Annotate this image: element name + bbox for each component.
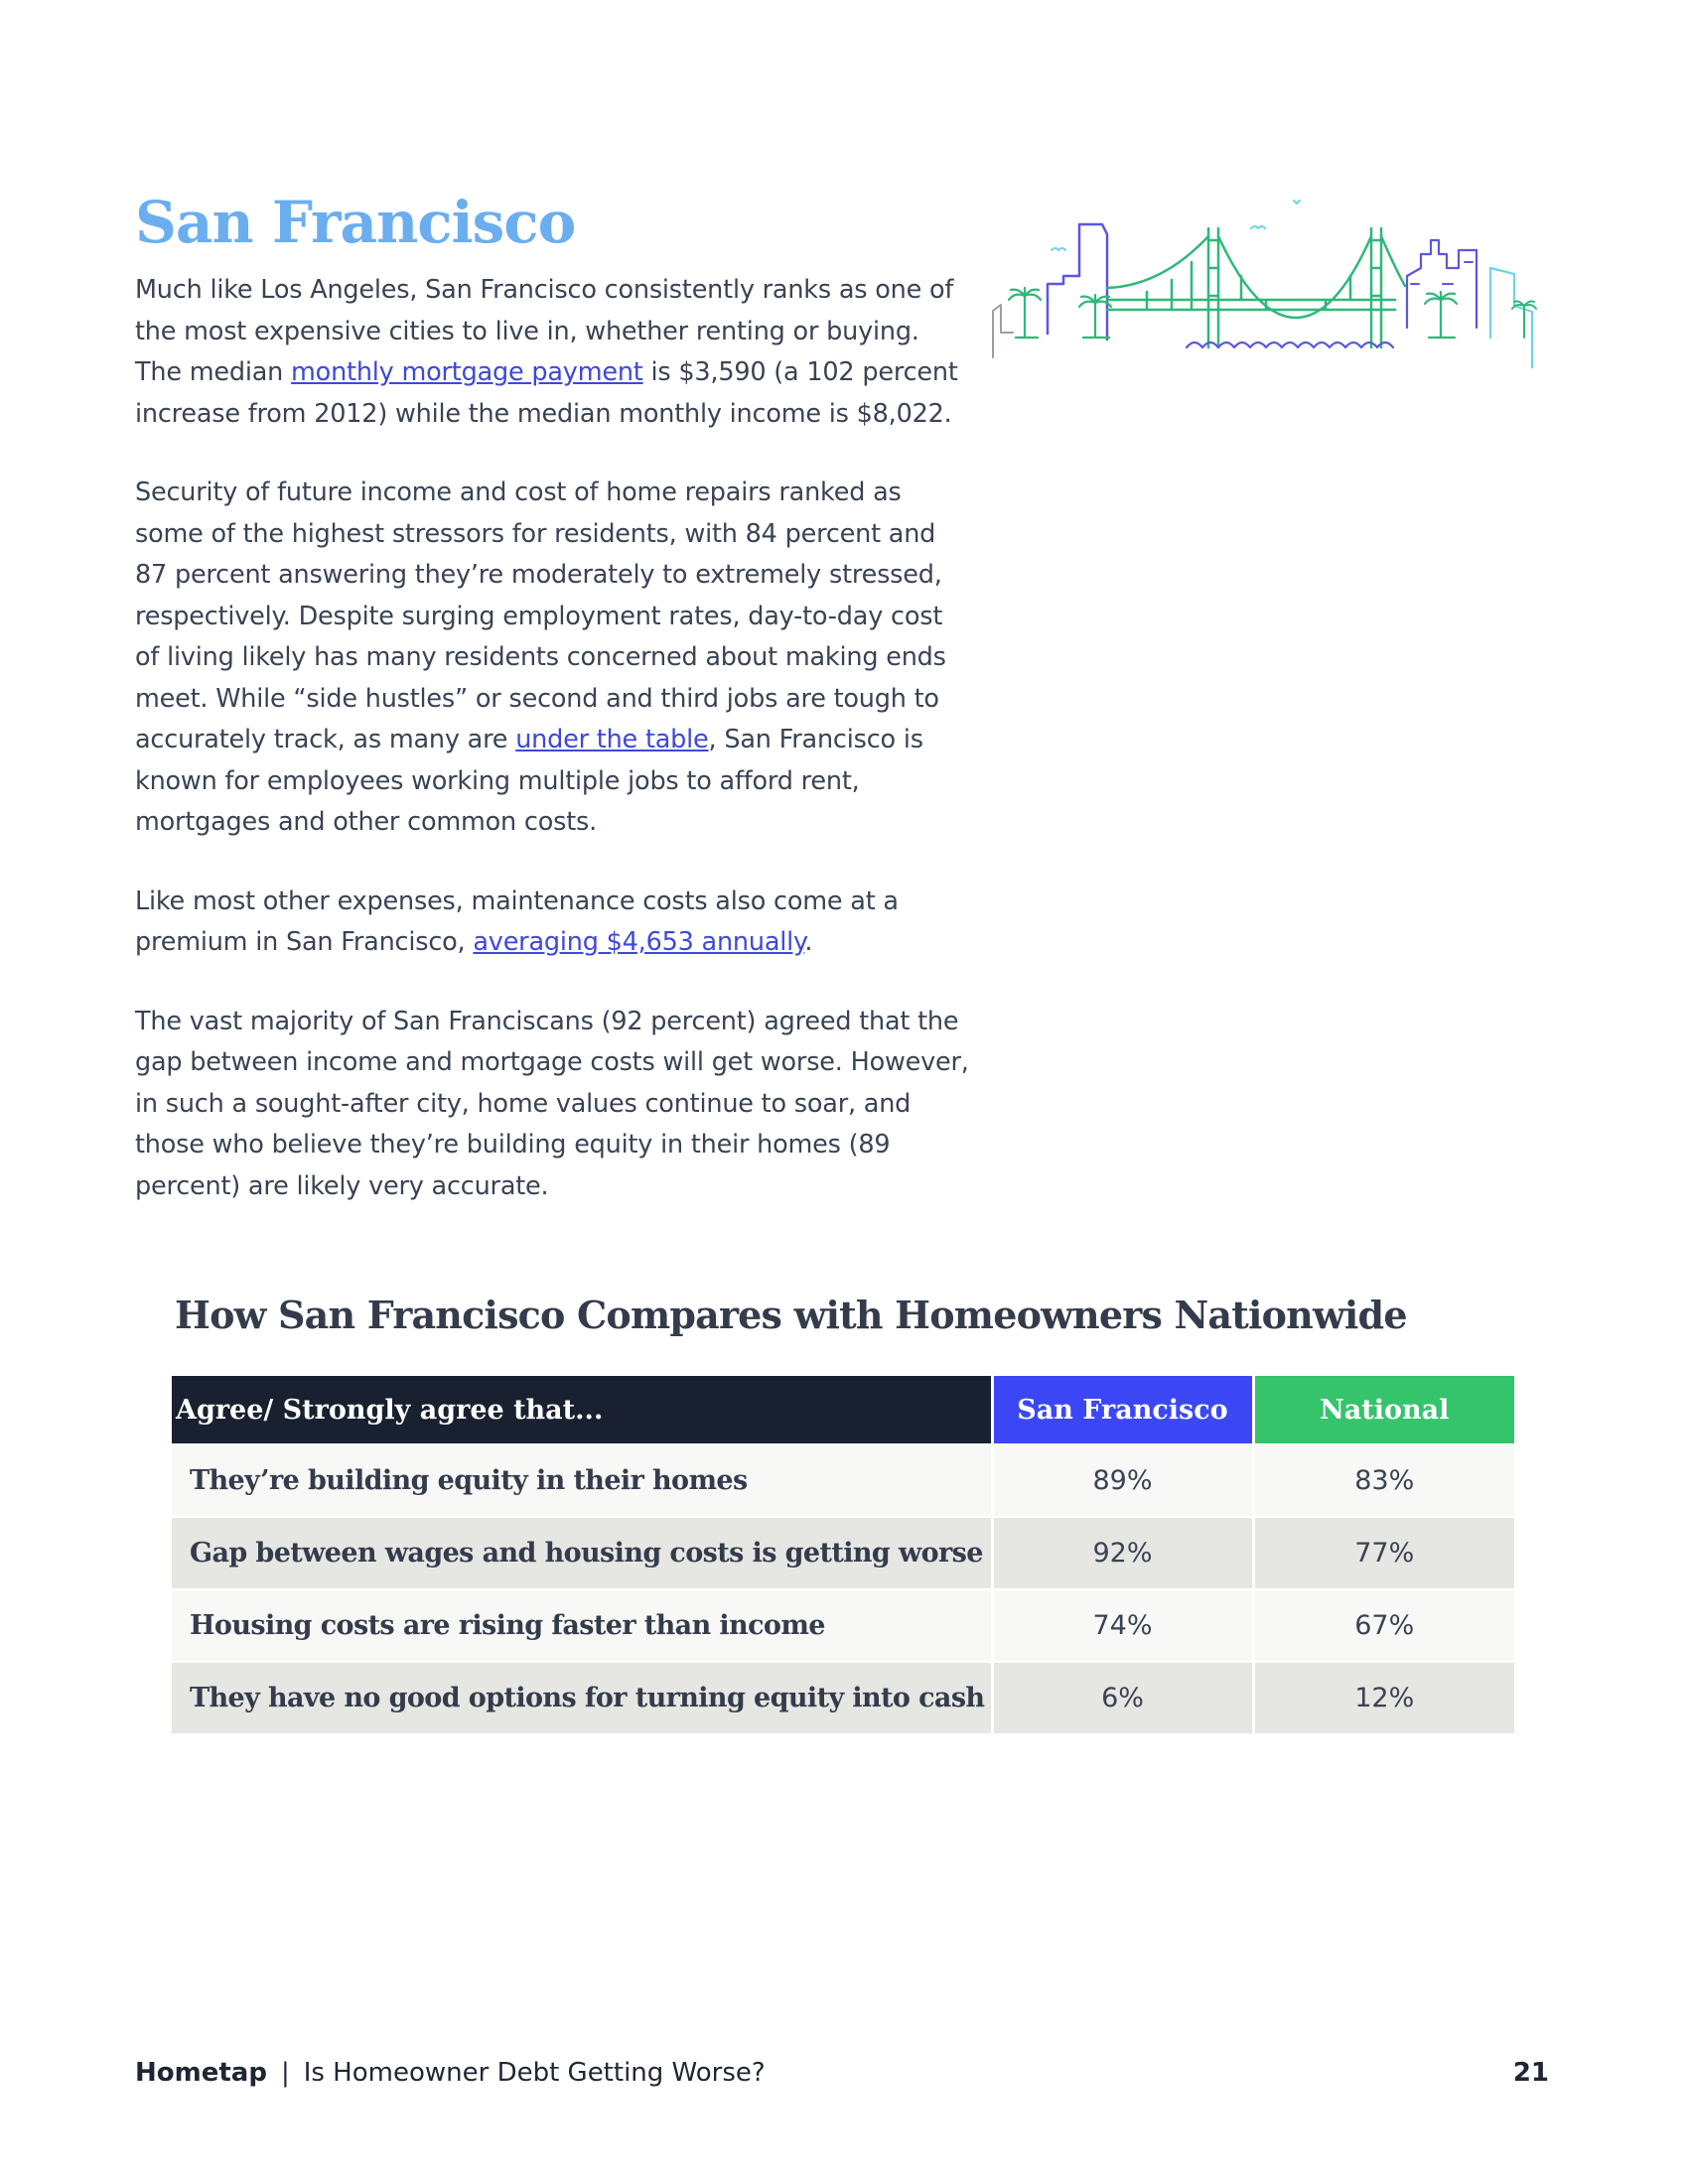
header-statement: Agree/ Strongly agree that...: [172, 1376, 992, 1444]
row-statement: They have no good options for turning equity into cash: [172, 1662, 992, 1733]
header-national: National: [1253, 1376, 1514, 1444]
row-national-value: 83%: [1253, 1444, 1514, 1517]
bird-icon: [1052, 248, 1065, 250]
row-statement: Housing costs are rising faster than income: [172, 1589, 992, 1662]
row-statement: Gap between wages and housing costs is getting worse: [172, 1517, 992, 1589]
table-row: [172, 1444, 1514, 1517]
building-left-blue: [1048, 224, 1107, 340]
paragraph-equity: The vast majority of San Franciscans (92 percent) agreed that the gap between income and mortgage costs will get worse. However, in such a sought-after city, home values continue to soar, and those who believe they’re building equity in their homes (89 percent) are likely very accurate.: [135, 1006, 969, 1201]
footer-separator: |: [280, 2058, 290, 2088]
building-right-cyan: [1490, 268, 1532, 367]
paragraph-stressors: Security of future income and cost of home repairs ranked as some of the highest stressors for residents, with 84 percent and 87 percent answering they’re moderately to extremely stressed, respectively. Despite surging employment rates, day-to-day cost of living likely has many residents concerned about making ends meet. While “side hustles” or second and third jobs are tough to accurately track, as many are under the table, San Francisco is known for employees working multiple jobs to afford rent, mortgages and other common costs.: [135, 478, 946, 837]
row-national-value: 12%: [1253, 1662, 1514, 1733]
row-sf-value: 92%: [992, 1517, 1253, 1589]
bird-icon: [1294, 201, 1300, 204]
paragraph-mortgage: Much like Los Angeles, San Francisco consistently ranks as one of the most expensive cities to live in, whether renting or buying. The median monthly mortgage payment is $3,590 (a 102 percent increase from 2012) while the median monthly income is $8,022.: [135, 275, 958, 429]
comparison-table: [172, 1376, 1514, 1733]
page-number: 21: [1512, 2058, 1549, 2088]
footer-brand: Hometap: [135, 2058, 267, 2088]
article-body: [135, 270, 969, 1245]
golden-gate-bridge: [1107, 228, 1405, 347]
row-national-value: 67%: [1253, 1589, 1514, 1662]
san-francisco-skyline-illustration: [988, 189, 1564, 387]
bird-icon: [1251, 226, 1265, 228]
building-left-gray: [993, 305, 1013, 357]
table-row: [172, 1662, 1514, 1733]
page-title: San Francisco: [135, 189, 576, 256]
paragraph-maintenance: Like most other expenses, maintenance costs also come at a premium in San Francisco, averaging $4,653 annually.: [135, 886, 899, 957]
page-footer: [135, 2053, 1549, 2093]
row-sf-value: 74%: [992, 1589, 1253, 1662]
table-title: How San Francisco Compares with Homeowners Nationwide: [175, 1293, 1407, 1337]
link-monthly-mortgage-payment[interactable]: monthly mortgage payment: [291, 357, 643, 387]
table-row: [172, 1589, 1514, 1662]
footer-doc-title: Is Homeowner Debt Getting Worse?: [303, 2058, 766, 2088]
link-averaging-annually[interactable]: averaging $4,653 annually: [473, 927, 805, 957]
row-sf-value: 89%: [992, 1444, 1253, 1517]
table-header-row: [172, 1376, 1514, 1444]
table-row: [172, 1517, 1514, 1589]
link-under-the-table[interactable]: under the table: [515, 725, 709, 754]
row-national-value: 77%: [1253, 1517, 1514, 1589]
row-statement: They’re building equity in their homes: [172, 1444, 992, 1517]
palm-tree-icon: [1009, 288, 1041, 338]
header-san-francisco: San Francisco: [992, 1376, 1253, 1444]
palm-tree-icon: [1425, 292, 1457, 338]
row-sf-value: 6%: [992, 1662, 1253, 1733]
